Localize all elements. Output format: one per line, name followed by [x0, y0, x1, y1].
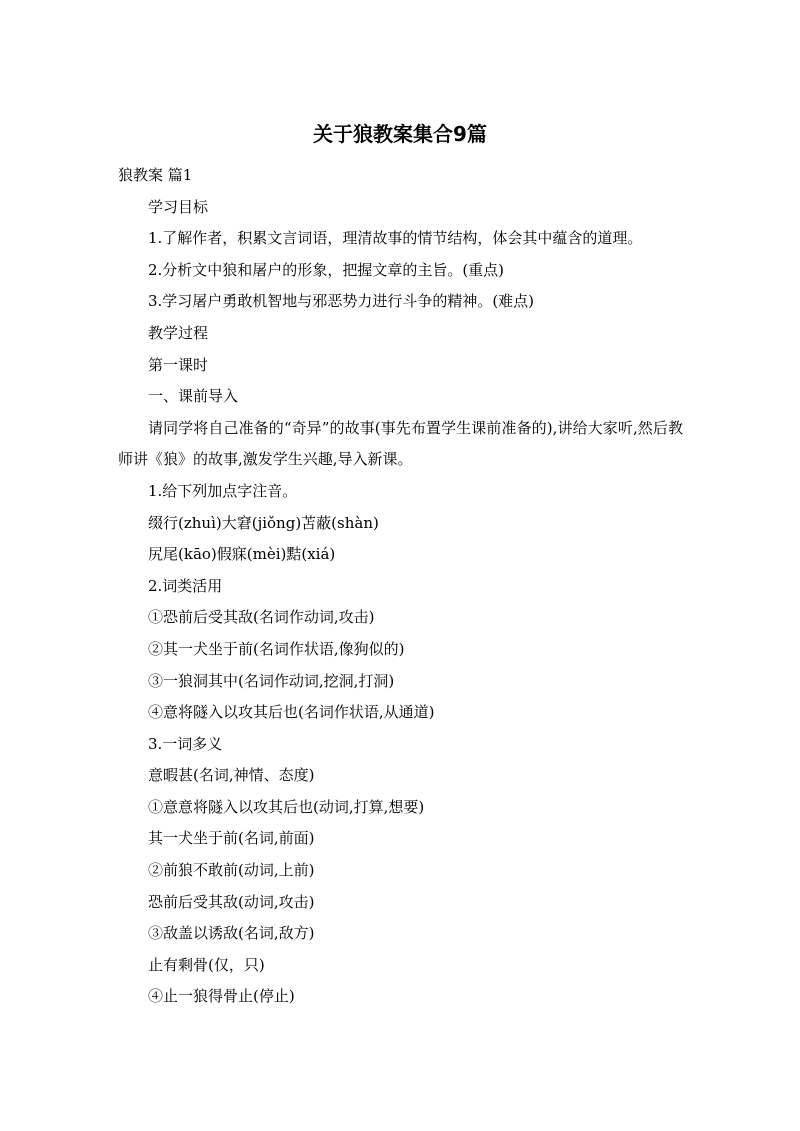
list-item: ①恐前后受其敌(名词作动词,攻击) — [148, 608, 375, 627]
paragraph-first-lesson: 第一课时 — [148, 355, 209, 374]
document-body — [118, 160, 683, 1013]
list-item: ③一狼洞其中(名词作动词,挖洞,打洞) — [148, 671, 395, 690]
paragraph-intro-text: 请同学将自己准备的“奇异”的故事(事先布置学生课前准备的),讲给大家听,然后教师讲《狼》的故事,激发学生兴趣,导入新课。 — [118, 418, 683, 469]
list-item: 其一犬坐于前(名词,前面) — [148, 829, 315, 848]
paragraph-intro-heading: 一、课前导入 — [148, 387, 239, 406]
paragraph-pinyin-2: 尻尾(kāo)假寐(mèi)黠(xiá) — [148, 545, 336, 564]
list-item: ③敌盖以诱敌(名词,敌方) — [148, 924, 315, 943]
list-item: 意暇甚(名词,神情、态度) — [148, 766, 315, 785]
document-title: 关于狼教案集合9篇 — [313, 122, 487, 146]
paragraph-goal-2: 2.分析文中狼和屠户的形象，把握文章的主旨。(重点) — [148, 260, 505, 279]
paragraph-polysemy-heading: 3.一词多义 — [148, 734, 223, 753]
list-item: ①意意将隧入以攻其后也(动词,打算,想要) — [148, 797, 425, 816]
paragraph-learning-goals: 学习目标 — [148, 197, 209, 216]
list-item: 止有剩骨(仅，只) — [148, 955, 265, 974]
section-heading: 狼教案 篇1 — [118, 166, 193, 184]
paragraph-pinyin-1: 缀行(zhuì)大窘(jiǒng)苫蔽(shàn) — [148, 513, 379, 532]
list-item: ②前狼不敢前(动词,上前) — [148, 861, 315, 880]
paragraph-word-class-heading: 2.词类活用 — [148, 576, 223, 595]
paragraph-goal-3: 3.学习屠户勇敢机智地与邪恶势力进行斗争的精神。(难点) — [148, 292, 535, 311]
list-item: ④意将隧入以攻其后也(名词作状语,从通道) — [148, 703, 435, 722]
paragraph-pinyin-heading: 1.给下列加点字注音。 — [148, 481, 298, 500]
list-item: ④止一狼得骨止(停止) — [148, 987, 295, 1006]
list-item: 恐前后受其敌(动词,攻击) — [148, 892, 315, 911]
paragraph-goal-1: 1.了解作者，积累文言词语，理清故事的情节结构，体会其中蕴含的道理。 — [148, 229, 643, 248]
paragraph-teaching-process: 教学过程 — [148, 323, 209, 342]
list-item: ②其一犬坐于前(名词作状语,像狗似的) — [148, 639, 405, 658]
